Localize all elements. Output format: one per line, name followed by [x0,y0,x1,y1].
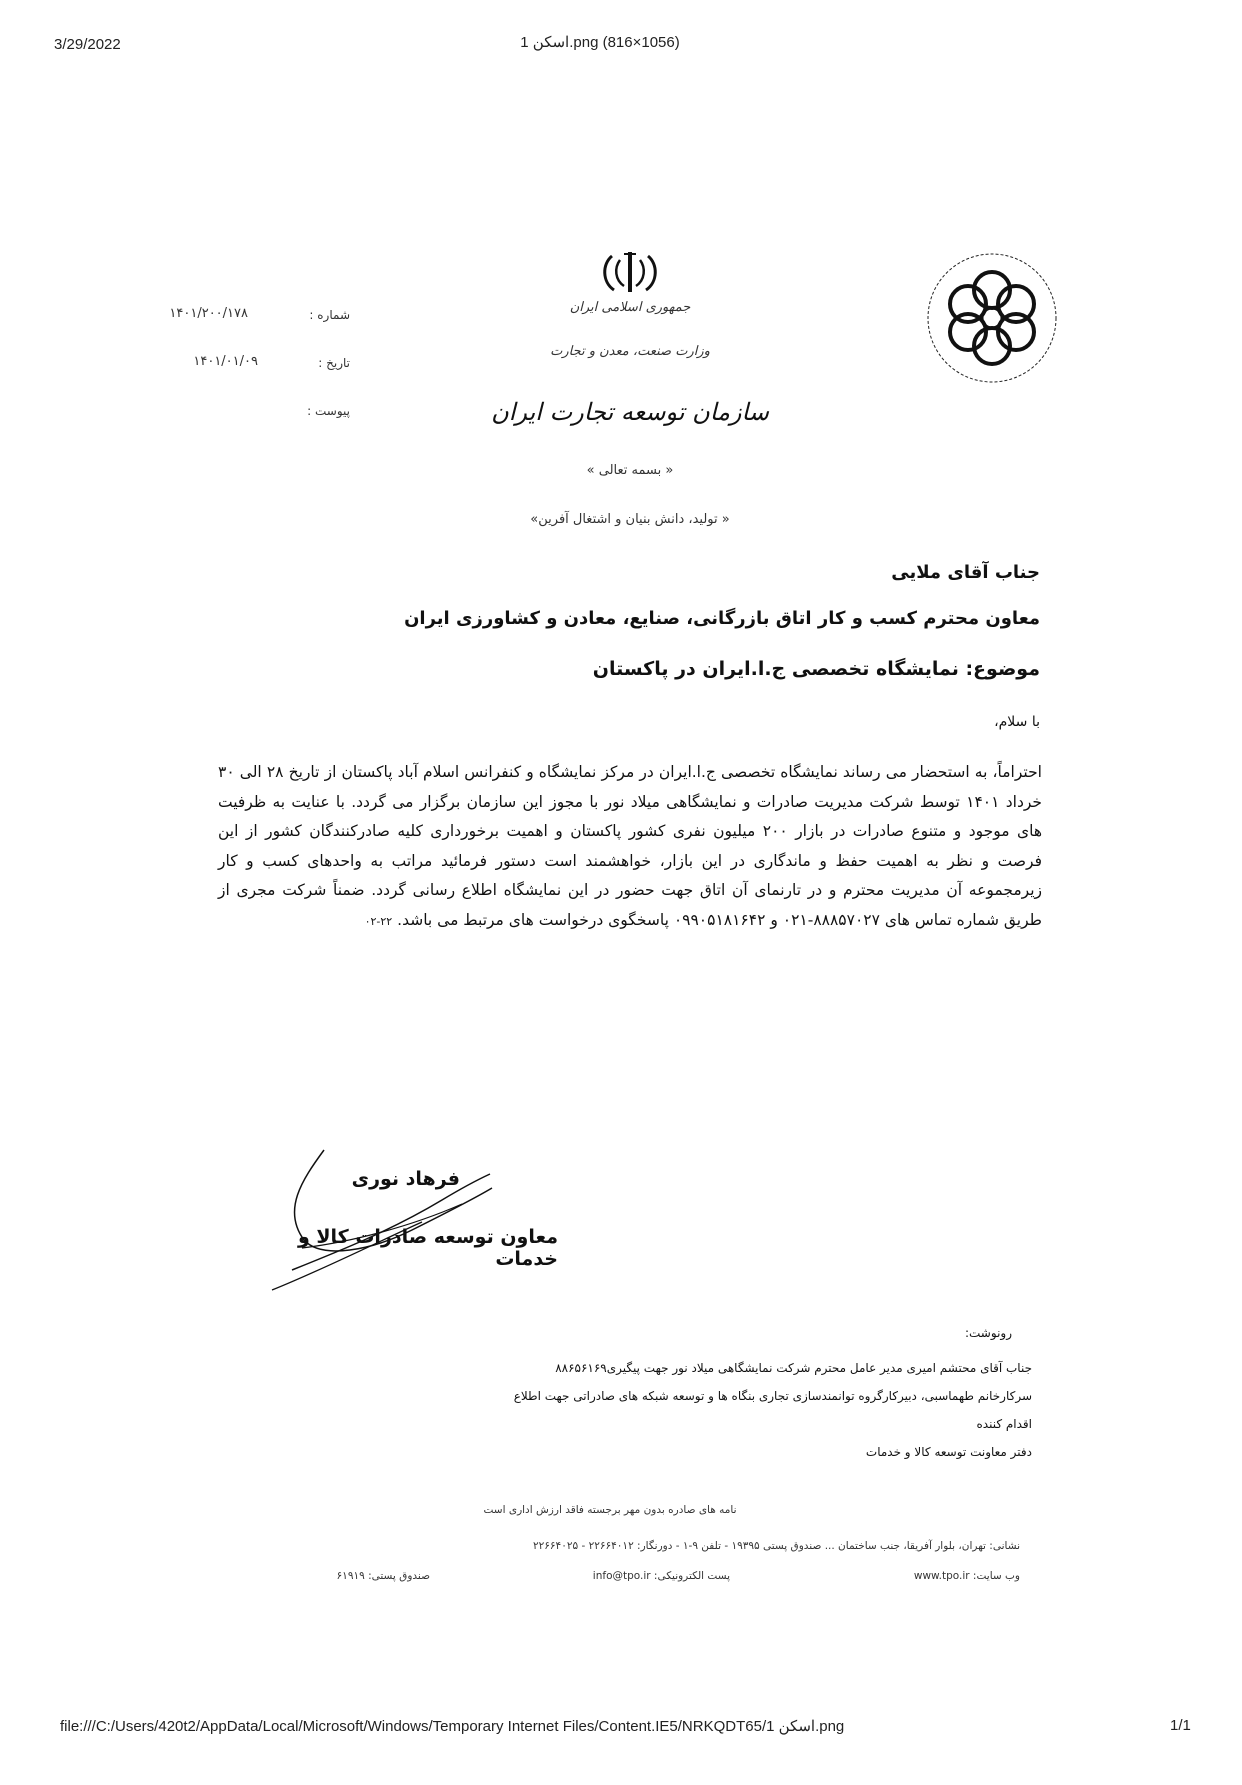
print-footer-path: file:///C:/Users/420t2/AppData/Local/Microsoft/Windows/Temporary Internet Files/Content.IE5/NRKQDT65/اسکن 1.png [60,1718,845,1735]
cc-heading: رونوشت: [964,1326,1012,1340]
cc-line: اقدام کننده [976,1417,1032,1431]
letter-number: ۱۴۰۱/۲۰۰/۱۷۸ [169,306,248,321]
letter-meta [110,300,350,430]
print-date: 3/29/2022 [54,36,121,53]
footer-note: نامه های صادره بدون مهر برجسته فاقد ارزش اداری است [483,1504,737,1516]
footer-contacts [210,1570,1020,1588]
handwritten-signature [262,1130,502,1304]
basmala: « بسمه تعالی » [586,463,674,478]
letter-body-text: احتراماً، به استحضار می رساند نمایشگاه تخصصی ج.ا.ایران در مرکز نمایشگاه و کنفرانس اسلام آباد پاکستان از تاریخ ۲۸ الی ۳۰ خرداد ۱۴۰۱ توسط شرکت مدیریت صادرات و نمایشگاهی میلاد نور با مجوز این سازمان برگزار می گردد. با عنایت به ظرفیت های موجود و متنوع صادرات در بازار ۲۰۰ میلیون نفری کشور پاکستان و اهمیت برخورداری کلیه صادرکنندگان کشور از این فرصت و نظر به اهمیت حفظ و ماندگاری در این بازار، خواهشمند است دستور فرمائید مراتب به واحدهای کسب و کار زیرمجموعه آن مدیریت محترم و در تارنمای آن اتاق جهت حضور در این نمایشگاه اطلاع رسانی گردد. ضمناً شرکت مجری از طریق شماره تماس های ۸۸۸۵۷۰۲۷-۰۲۱ و ۰۹۹۰۵۱۸۱۶۴۲ پاسخگوی درخواست های مرتبط می باشد. [218,763,1042,929]
recipient-name: جناب آقای ملایی [891,562,1040,583]
footer-email: پست الکترونیکی: info@tpo.ir [592,1570,730,1582]
footer-web: وب سایت: www.tpo.ir [913,1570,1020,1582]
letter-date-label: تاریخ : [318,356,350,370]
footer-address: نشانی: تهران، بلوار آفریقا، جنب ساختمان ... صندوق پستی ۱۹۳۹۵ - تلفن ۹-۱ - دورنگار: ۲۲۶۶۴۰۱۲ - ۲۲۶۶۴۰۲۵ [533,1540,1020,1552]
footer-postal: صندوق پستی: ۶۱۹۱۹ [336,1570,430,1582]
letter-number-label: شماره : [309,308,350,322]
motto: « تولید، دانش بنیان و اشتغال آفرین» [530,512,730,527]
print-footer-page: 1/1 [1170,1717,1191,1734]
print-title: اسکن 1.png (816×1056) [520,34,680,51]
cc-line: دفتر معاونت توسعه کالا و خدمات [865,1445,1032,1459]
letter-subject: موضوع: نمایشگاه تخصصی ج.ا.ایران در پاکستان [592,658,1040,680]
cc-list [400,1354,1032,1466]
signatory-name: فرهاد نوری [351,1168,460,1190]
letterhead-org: سازمان توسعه تجارت ایران [491,398,769,426]
iran-emblem-icon [598,248,662,300]
letter-date: ۱۴۰۱/۰۱/۰۹ [193,354,258,369]
recipient-title: معاون محترم کسب و کار اتاق بازرگانی، صنایع، معادن و کشاورزی ایران [404,608,1040,629]
letter-code: ۲۲-۰۲ [364,914,393,928]
letter-body [218,758,1042,936]
letterhead-republic: جمهوری اسلامی ایران [569,300,691,315]
greeting: با سلام، [994,714,1040,730]
letterhead-ministry: وزارت صنعت، معدن و تجارت [550,344,710,359]
signatory-title: معاون توسعه صادرات کالا و خدمات [297,1226,558,1270]
cc-line: سرکارخانم طهماسبی، دبیرکارگروه توانمندسازی تجاری بنگاه ها و توسعه شبکه های صادراتی جهت اطلاع [513,1389,1032,1403]
letter-attachment-label: پیوست : [307,404,350,418]
tpo-logo-icon [924,250,1060,390]
cc-line: جناب آقای محتشم امیری مدیر عامل محترم شرکت نمایشگاهی میلاد نور جهت پیگیری۸۸۶۵۶۱۶۹ [555,1361,1032,1375]
